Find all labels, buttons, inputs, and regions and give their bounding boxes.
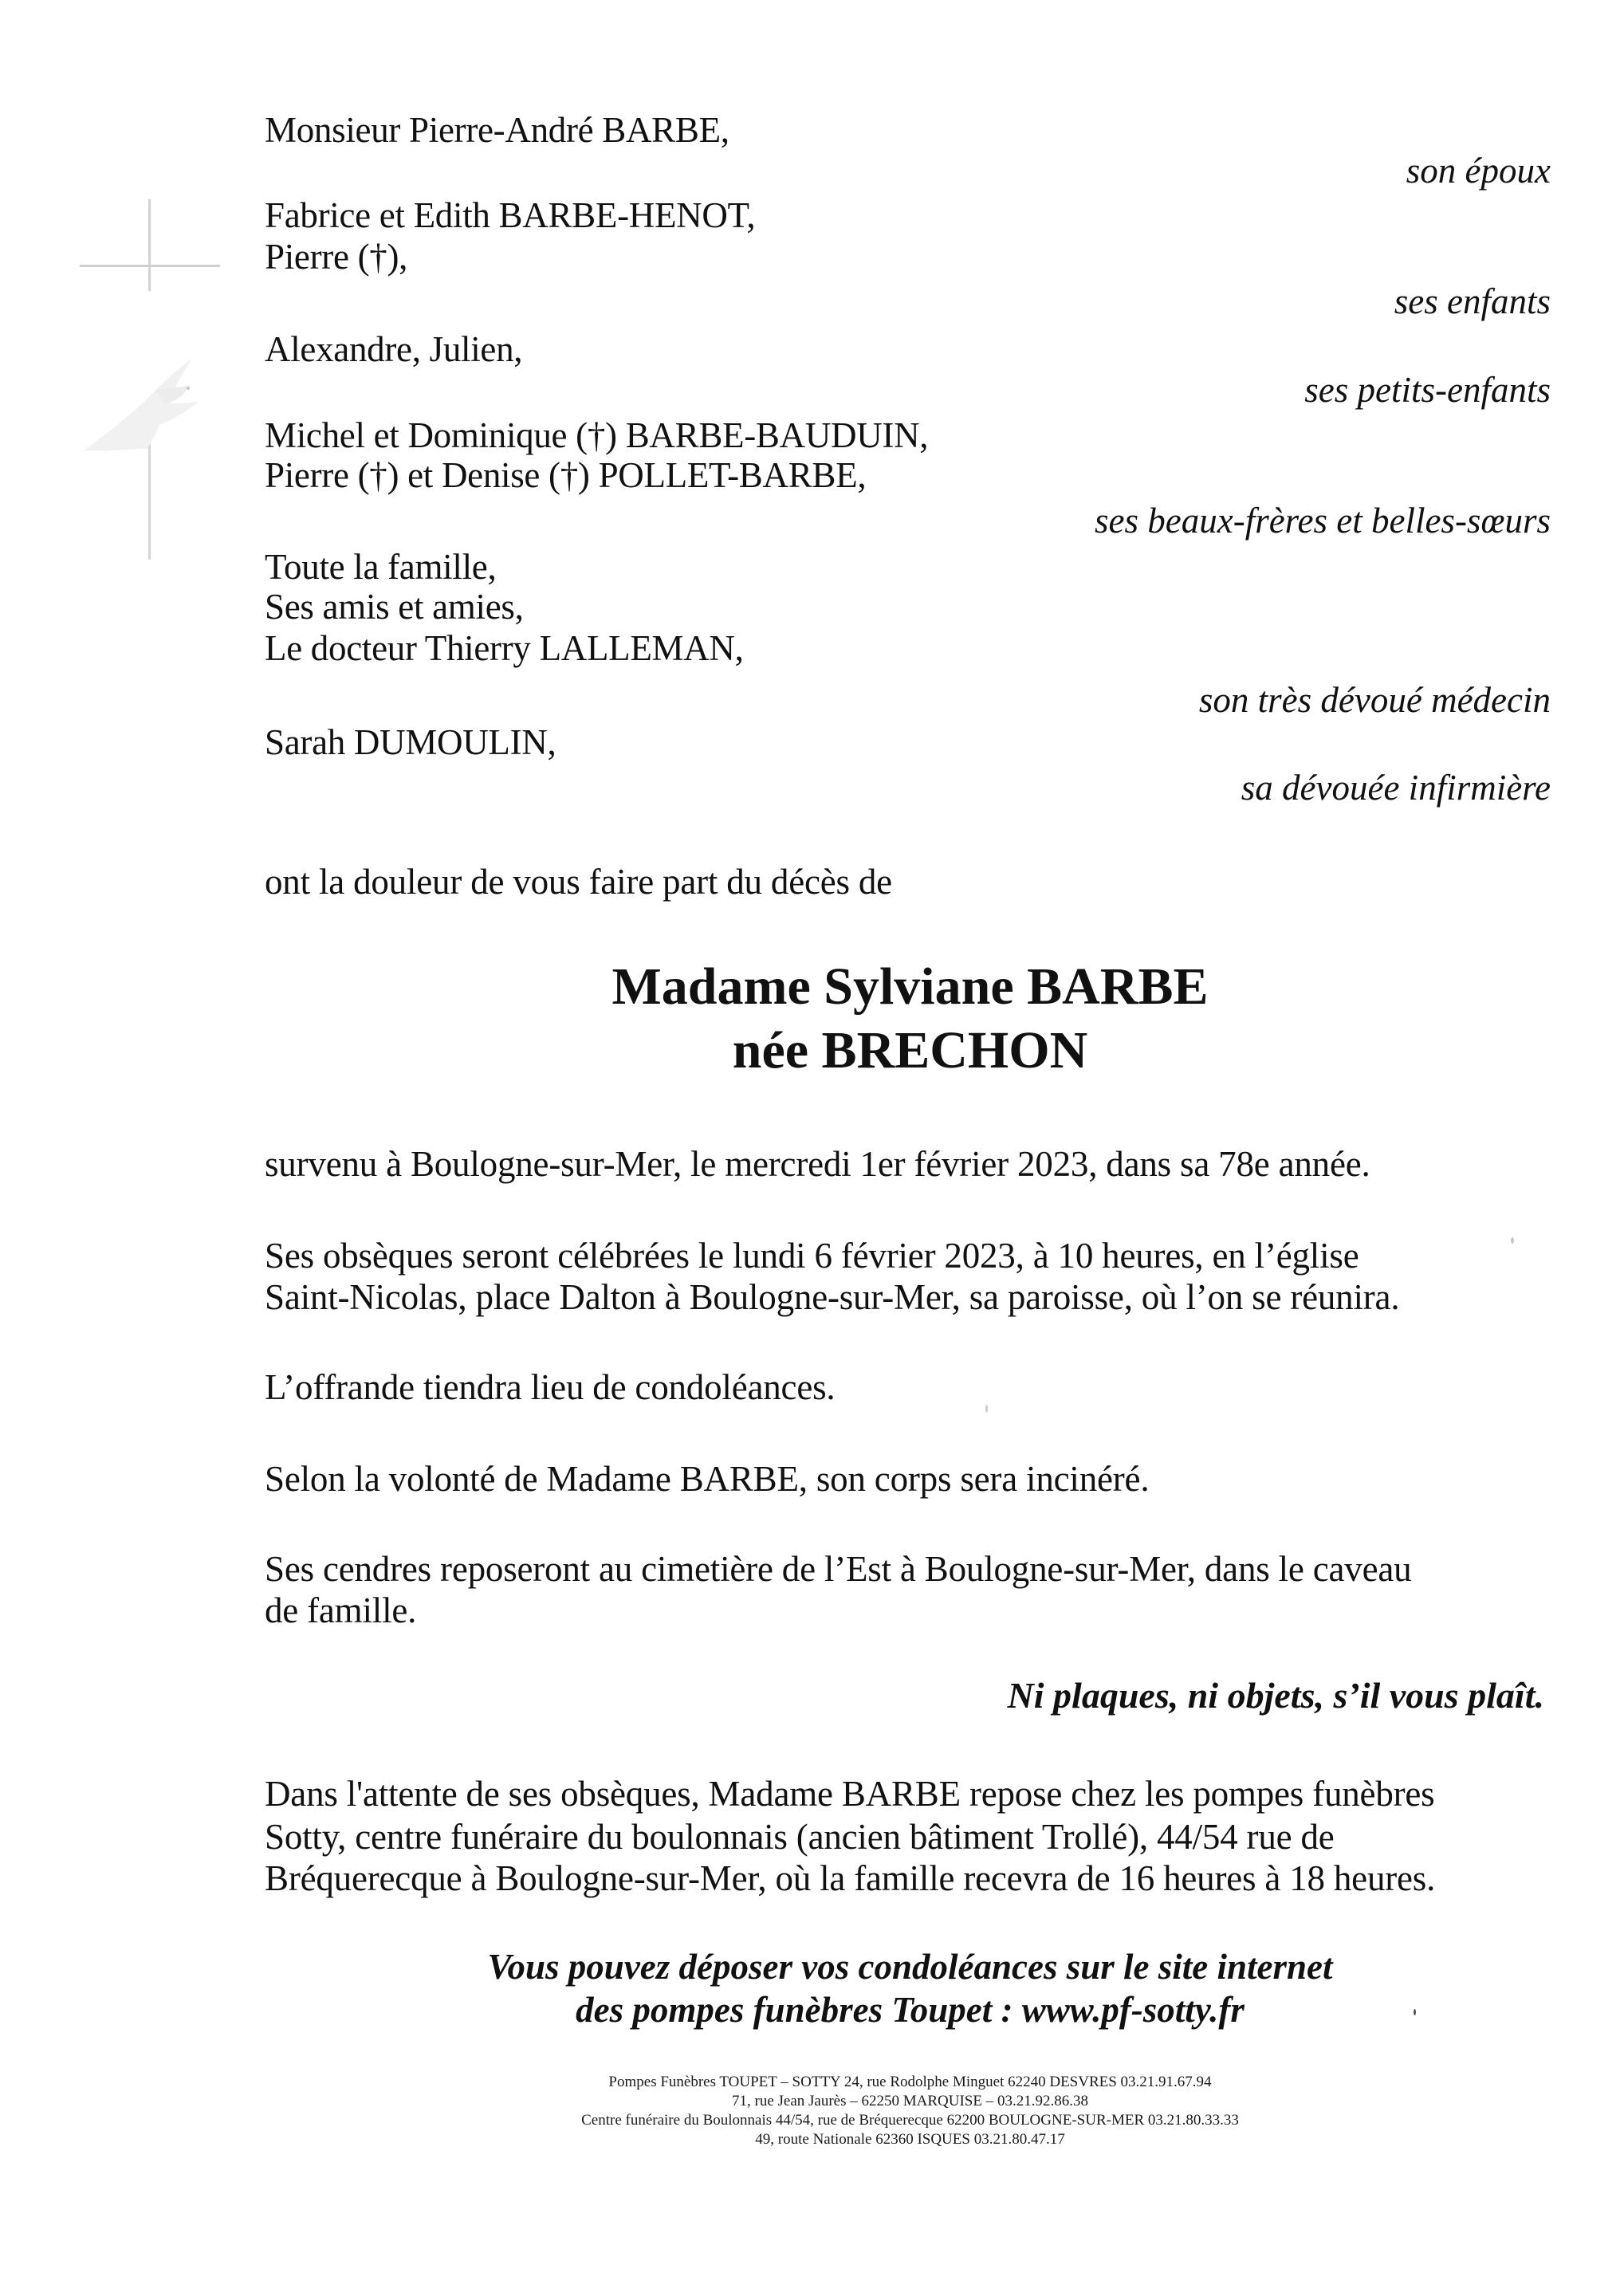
family-member: Fabrice et Edith BARBE-HENOT, [265, 195, 756, 235]
family-member: Pierre (†) et Denise (†) POLLET-BARBE, [265, 455, 867, 495]
rest-paragraph-line: Bréquerecque à Boulogne-sur-Mer, où la famille recevra de 16 heures à 18 heures. [265, 1858, 1436, 1898]
footer-line: Centre funéraire du Boulonnais 44/54, rue de Bréquerecque 62200 BOULOGNE-SUR-MER 03.21.80.33.33 [581, 2112, 1239, 2129]
relation-in-laws: ses beaux-frères et belles-sœurs [1095, 501, 1551, 541]
dove-icon [80, 355, 207, 458]
family-member: Monsieur Pierre-André BARBE, [265, 110, 729, 150]
footer-line: Pompes Funèbres TOUPET – SOTTY 24, rue Rodolphe Minguet 62240 DESVRES 03.21.91.67.94 [608, 2074, 1212, 2090]
footer-line: 49, route Nationale 62360 ISQUES 03.21.80.47.17 [755, 2131, 1065, 2148]
footer-line: 71, rue Jean Jaurès – 62250 MARQUISE – 03.21.92.86.38 [732, 2093, 1088, 2109]
scan-speck [1511, 1237, 1514, 1244]
family-member: Ses amis et amies, [265, 587, 524, 627]
cross-icon-bar [80, 265, 220, 267]
cross-icon [148, 199, 151, 291]
funeral-paragraph-line: Saint-Nicolas, place Dalton à Boulogne-sur-Mer, sa paroisse, où l’on se réunira. [265, 1277, 1400, 1317]
rest-paragraph-line: Dans l'attente de ses obsèques, Madame BARBE repose chez les pompes funèbres [265, 1774, 1435, 1814]
relation-nurse: sa dévouée infirmière [1241, 768, 1551, 808]
no-flowers-note: Ni plaques, ni objets, s’il vous plaît. [1007, 1675, 1544, 1716]
scan-speck [985, 1405, 988, 1413]
family-member: Le docteur Thierry LALLEMAN, [265, 628, 744, 668]
condolences-text: Vous pouvez déposer vos condoléances sur le site internet [487, 1947, 1333, 1987]
relation-children: ses enfants [1394, 281, 1551, 321]
family-member: Sarah DUMOULIN, [265, 722, 556, 762]
family-member: Michel et Dominique (†) BARBE-BAUDUIN, [265, 415, 929, 455]
scan-speck [1414, 2009, 1416, 2015]
family-member: Toute la famille, [265, 547, 497, 587]
condolences-website: des pompes funèbres Toupet : www.pf-sotty.fr [576, 1990, 1245, 2030]
ashes-paragraph-line: Ses cendres reposeront au cimetière de l’Est à Boulogne-sur-Mer, dans le caveau [265, 1549, 1412, 1589]
announcement-text: ont la douleur de vous faire part du décès de [265, 862, 892, 902]
deceased-maiden-name: née BRECHON [732, 1021, 1088, 1079]
relation-grandchildren: ses petits-enfants [1304, 370, 1551, 410]
death-paragraph: survenu à Boulogne-sur-Mer, le mercredi 1er février 2023, dans sa 78e année. [265, 1144, 1370, 1184]
family-member: Pierre (†), [265, 237, 408, 277]
relation-spouse: son époux [1406, 151, 1551, 191]
deceased-name: Madame Sylviane BARBE [611, 957, 1209, 1016]
rest-paragraph-line: Sotty, centre funéraire du boulonnais (ancien bâtiment Trollé), 44/54 rue de [265, 1817, 1335, 1857]
cremation-paragraph: Selon la volonté de Madame BARBE, son corps sera incinéré. [265, 1459, 1150, 1499]
offering-paragraph: L’offrande tiendra lieu de condoléances. [265, 1367, 836, 1407]
family-member: Alexandre, Julien, [265, 329, 523, 369]
relation-doctor: son très dévoué médecin [1198, 680, 1551, 720]
funeral-paragraph-line: Ses obsèques seront célébrées le lundi 6 février 2023, à 10 heures, en l’église [265, 1236, 1359, 1276]
cross-icon-stem [148, 442, 151, 560]
ashes-paragraph-line: de famille. [265, 1590, 417, 1630]
